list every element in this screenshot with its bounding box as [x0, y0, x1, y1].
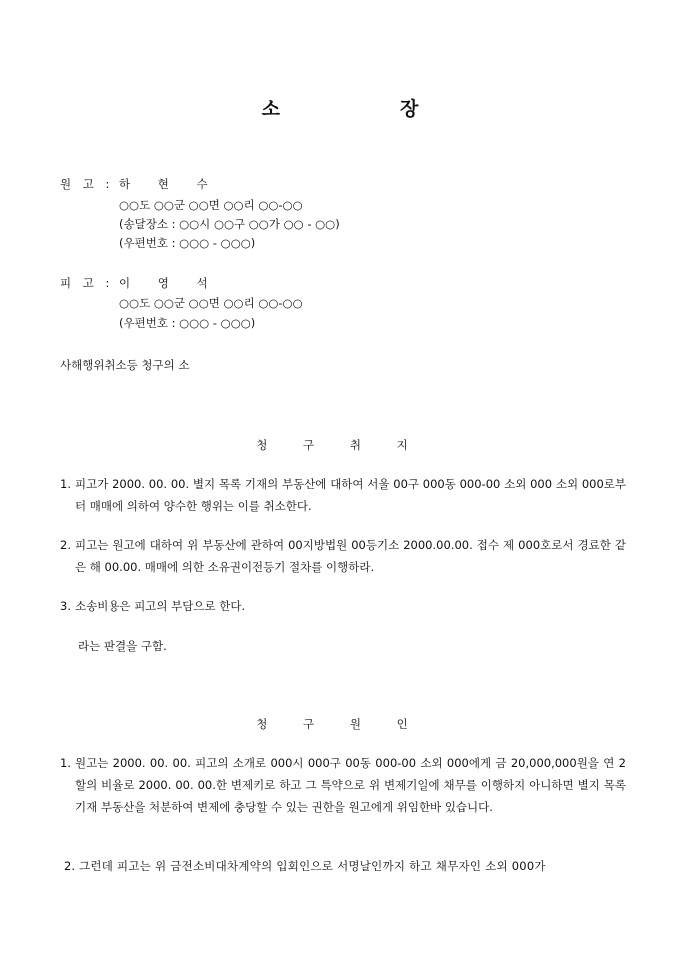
claim-item-text: 소송비용은 피고의 부담으로 한다. [75, 599, 246, 613]
claim-closing: 라는 판결을 구함. [78, 639, 167, 653]
plaintiff-address: ○○도 ○○군 ○○면 ○○리 ○○-○○ [119, 198, 303, 212]
claim-item-number: 1. [60, 477, 71, 491]
defendant-label: 피 고 : [60, 276, 114, 290]
claim-item-text: 피고가 2000. 00. 00. 별지 목록 기재의 부동산에 대하여 서울 00구 000동 000-00 소외 000 소외 000로부터 매매에 의하여 양수한 행위는 이를 취소한다. [75, 477, 626, 513]
cause-item-number: 1. [60, 756, 71, 770]
defendant-postal-code: (우편번호 : ○○○ - ○○○) [119, 316, 256, 330]
claim-item-2 [60, 534, 626, 578]
claim-item-3 [60, 595, 626, 617]
defendant-address: ○○도 ○○군 ○○면 ○○리 ○○-○○ [119, 296, 303, 310]
plaintiff-label: 원 고 : [60, 177, 114, 191]
cause-item-2 [64, 855, 630, 877]
cause-item-number: 2. [64, 859, 75, 873]
defendant-name: 이 영 석 [119, 276, 220, 290]
case-name: 사해행위취소등 청구의 소 [60, 358, 190, 372]
cause-item-text: 그런데 피고는 위 금전소비대차계약의 입회인으로 서명날인까지 하고 채무자인 소외 000가 [79, 859, 546, 873]
plaintiff-delivery-address: (송달장소 : ○○시 ○○구 ○○가 ○○ - ○○) [119, 217, 340, 231]
document-title [0, 94, 680, 121]
plaintiff-name: 하 현 수 [119, 177, 220, 191]
claim-item-text: 피고는 원고에 대하여 위 부동산에 관하여 00지방법원 00등기소 2000.00.00. 접수 제 000호로서 경료한 같은 해 00.00. 매매에 의한 소유권이전등기 절차를 이행하라. [75, 538, 626, 574]
claim-item-1 [60, 473, 626, 517]
cause-item-1 [60, 752, 626, 818]
cause-heading: 청 구 원 인 [256, 717, 424, 731]
title-char-right: 장 [400, 98, 419, 120]
claim-item-number: 3. [60, 599, 71, 613]
plaintiff-postal-code: (우편번호 : ○○○ - ○○○) [119, 236, 256, 250]
cause-item-text: 원고는 2000. 00. 00. 피고의 소개로 000시 000구 00동 000-00 소외 000에게 금 20,000,000원을 연 2할의 비율로 2000. 00. 00.한 변제키로 하고 그 특약으로 위 변제기일에 채무를 이행하지 아니하면 별지 목록 기재 부동산을 처분하여 변제에 충당할 수 있는 권한을 원고에게 위임한바 있습니다. [75, 756, 626, 814]
claim-item-number: 2. [60, 538, 71, 552]
claim-heading: 청 구 취 지 [256, 438, 424, 452]
title-char-left: 소 [261, 98, 280, 120]
